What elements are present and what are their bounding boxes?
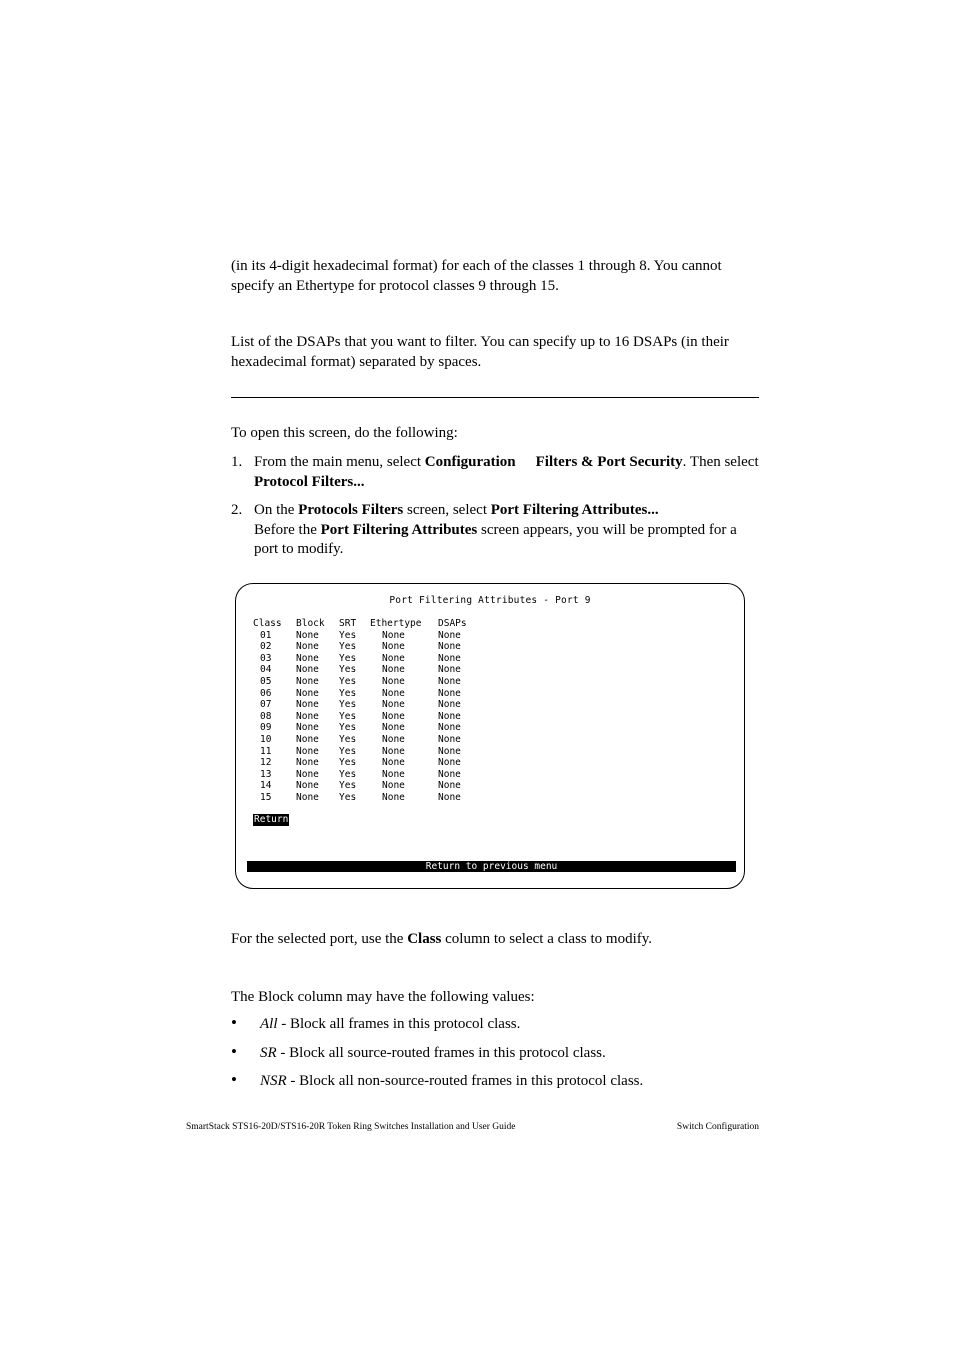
- cell-ethertype: None: [382, 629, 405, 641]
- block-value-desc: - Block all source-routed frames in this protocol class.: [276, 1044, 606, 1061]
- filter-table: [253, 618, 478, 804]
- cell-ethertype: None: [382, 780, 405, 792]
- cell-dsaps: None: [438, 780, 461, 792]
- step-2: [231, 501, 761, 560]
- table-row[interactable]: [253, 711, 478, 723]
- cell-block: None: [296, 629, 319, 641]
- cell-block: None: [296, 652, 319, 664]
- table-row[interactable]: [253, 746, 478, 758]
- screen-title: Port Filtering Attributes - Port 9: [389, 595, 591, 606]
- cell-block: None: [296, 664, 319, 676]
- step-2-protocols-filters: Protocols Filters: [298, 502, 404, 518]
- cell-block: None: [296, 745, 319, 757]
- footer-title: SmartStack STS16-20D/STS16-20R Token Ring Switches Installation and User Guide: [186, 1122, 516, 1132]
- step-1-protocol-filters: Protocol Filters...: [254, 473, 365, 490]
- list-item: [231, 1072, 761, 1092]
- cell-srt: Yes: [339, 780, 357, 792]
- cell-block: None: [296, 780, 319, 792]
- table-row[interactable]: [253, 676, 478, 688]
- cell-srt: Yes: [339, 664, 357, 676]
- cell-srt: Yes: [339, 768, 357, 780]
- table-row[interactable]: [253, 630, 478, 642]
- cell-class: 07: [260, 699, 272, 711]
- status-bar: Return to previous menu: [247, 861, 736, 872]
- cell-dsaps: None: [438, 652, 461, 664]
- cell-block: None: [296, 733, 319, 745]
- table-row[interactable]: [253, 664, 478, 676]
- class-term: Class: [407, 931, 442, 947]
- footer-section: Switch Configuration: [676, 1122, 759, 1132]
- cell-block: None: [296, 768, 319, 780]
- cell-block: None: [296, 675, 319, 687]
- cell-dsaps: None: [438, 687, 461, 699]
- table-row[interactable]: [253, 688, 478, 700]
- block-value-term: All: [260, 1016, 278, 1032]
- cell-ethertype: None: [382, 791, 405, 803]
- cell-block: None: [296, 722, 319, 734]
- cell-srt: Yes: [339, 722, 357, 734]
- table-row[interactable]: [253, 734, 478, 746]
- cell-ethertype: None: [382, 745, 405, 757]
- table-row[interactable]: [253, 641, 478, 653]
- cell-ethertype: None: [382, 733, 405, 745]
- cell-ethertype: None: [382, 664, 405, 676]
- cell-dsaps: None: [438, 675, 461, 687]
- cell-dsaps: None: [438, 768, 461, 780]
- block-value-desc: - Block all frames in this protocol class.: [277, 1016, 521, 1032]
- dsaps-description: List of the DSAPs that you want to filter. You can specify up to 16 DSAPs (in their hexadecimal format) separated by spaces.: [231, 334, 729, 370]
- cell-srt: Yes: [339, 757, 357, 769]
- step-2-text-g: screen appears, you will be prompted for a port to modify.: [254, 521, 737, 557]
- terminal-screen: [235, 583, 745, 889]
- cell-ethertype: None: [382, 722, 405, 734]
- cell-class: 14: [260, 780, 272, 792]
- section-divider: [231, 397, 759, 398]
- step-1-filters-port-security: Filters & Port Security: [535, 454, 683, 470]
- cell-block: None: [296, 710, 319, 722]
- block-value-term: NSR: [260, 1073, 287, 1089]
- table-row[interactable]: [253, 769, 478, 781]
- class-text-a: For the selected port, use the: [231, 931, 408, 947]
- cell-dsaps: None: [438, 699, 461, 711]
- cell-block: None: [296, 757, 319, 769]
- step-1-text-a: From the main menu, select: [254, 454, 425, 470]
- cell-block: None: [296, 699, 319, 711]
- step-2-number: 2.: [231, 502, 243, 518]
- step-2-port-filtering-attributes: Port Filtering Attributes...: [490, 502, 659, 518]
- table-row[interactable]: [253, 653, 478, 665]
- step-1-configuration: Configuration: [424, 454, 516, 470]
- cell-dsaps: None: [438, 791, 461, 803]
- cell-srt: Yes: [339, 745, 357, 757]
- cell-class: 13: [260, 768, 272, 780]
- cell-srt: Yes: [339, 710, 357, 722]
- table-row[interactable]: [253, 699, 478, 711]
- cell-block: None: [296, 687, 319, 699]
- cell-ethertype: None: [382, 768, 405, 780]
- cell-class: 06: [260, 687, 272, 699]
- table-row[interactable]: [253, 722, 478, 734]
- cell-dsaps: None: [438, 745, 461, 757]
- column-header-block: Block: [296, 618, 325, 629]
- cell-srt: Yes: [339, 652, 357, 664]
- cell-srt: Yes: [339, 629, 357, 641]
- cell-block: None: [296, 791, 319, 803]
- cell-block: None: [296, 641, 319, 653]
- bullet-icon: •: [231, 1041, 237, 1061]
- cell-ethertype: None: [382, 710, 405, 722]
- step-2-port-filtering-attributes-screen: Port Filtering Attributes: [320, 521, 478, 538]
- class-column-description: [231, 930, 761, 950]
- cell-class: 08: [260, 710, 272, 722]
- cell-dsaps: None: [438, 710, 461, 722]
- table-row[interactable]: [253, 780, 478, 792]
- cell-ethertype: None: [382, 675, 405, 687]
- class-text-c: column to select a class to modify.: [441, 931, 653, 947]
- cell-srt: Yes: [339, 687, 357, 699]
- cell-ethertype: None: [382, 757, 405, 769]
- block-values-list: [231, 1015, 761, 1101]
- cell-dsaps: None: [438, 722, 461, 734]
- cell-dsaps: None: [438, 664, 461, 676]
- cell-class: 10: [260, 733, 272, 745]
- bullet-icon: •: [231, 1013, 237, 1032]
- cell-ethertype: None: [382, 687, 405, 699]
- cell-ethertype: None: [382, 641, 405, 653]
- step-1-number: 1.: [231, 454, 243, 470]
- step-1-text-d: . Then select: [682, 454, 759, 470]
- step-2-text-c: screen, select: [403, 502, 491, 518]
- bullet-icon: •: [231, 1070, 237, 1089]
- cell-class: 03: [260, 652, 272, 664]
- step-1: [231, 453, 761, 492]
- cell-class: 12: [260, 757, 272, 769]
- cell-srt: Yes: [339, 733, 357, 745]
- open-screen-lead: To open this screen, do the following:: [231, 425, 458, 441]
- list-item: [231, 1015, 761, 1035]
- ethertype-description: (in its 4-digit hexadecimal format) for each of the classes 1 through 8. You cannot specify an Ethertype for protocol classes 9 through 15.: [231, 258, 722, 294]
- column-header-srt: SRT: [339, 618, 357, 629]
- cell-dsaps: None: [438, 629, 461, 641]
- cell-srt: Yes: [339, 791, 357, 803]
- cell-ethertype: None: [382, 652, 405, 664]
- cell-srt: Yes: [339, 699, 357, 711]
- column-header-ethertype: Ethertype: [370, 618, 422, 629]
- step-2-text-a: On the: [254, 502, 299, 518]
- cell-class: 09: [260, 722, 272, 734]
- cell-dsaps: None: [438, 733, 461, 745]
- cell-dsaps: None: [438, 641, 461, 653]
- cell-class: 02: [260, 641, 272, 653]
- block-values-lead: The Block column may have the following values:: [231, 989, 535, 1005]
- column-header-dsaps: DSAPs: [438, 618, 467, 629]
- cell-srt: Yes: [339, 641, 357, 653]
- return-option[interactable]: Return: [254, 814, 289, 825]
- table-row[interactable]: [253, 792, 478, 804]
- cell-ethertype: None: [382, 699, 405, 711]
- column-header-class: Class: [253, 618, 282, 629]
- step-2-text-e: Before the: [254, 521, 321, 538]
- table-header-row: [253, 618, 478, 630]
- block-value-term: SR: [260, 1044, 277, 1061]
- cell-srt: Yes: [339, 675, 357, 687]
- cell-class: 04: [260, 664, 272, 676]
- table-row[interactable]: [253, 757, 478, 769]
- cell-dsaps: None: [438, 757, 461, 769]
- cell-class: 01: [260, 629, 272, 641]
- block-value-desc: - Block all non-source-routed frames in this protocol class.: [286, 1073, 644, 1089]
- cell-class: 11: [260, 745, 272, 757]
- cell-class: 05: [260, 675, 272, 687]
- cell-class: 15: [260, 791, 272, 803]
- list-item: [231, 1041, 761, 1064]
